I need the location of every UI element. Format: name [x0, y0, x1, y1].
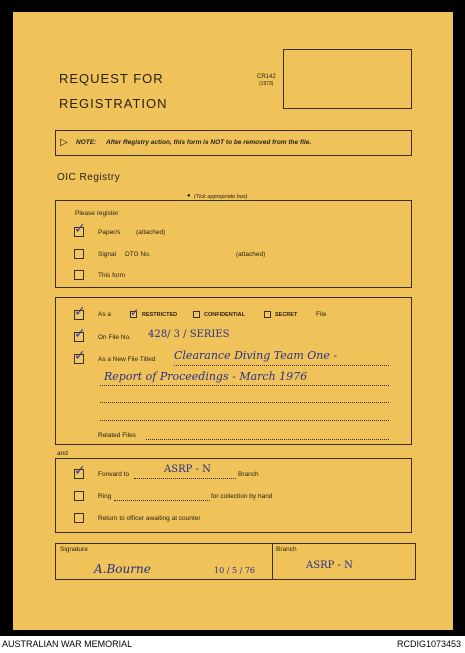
registry-stamp-box	[283, 49, 412, 109]
file-details-box	[55, 297, 412, 445]
form-sheet	[13, 12, 453, 630]
tick-mark-icon: ✓	[74, 304, 86, 320]
signal-label: Signal	[98, 251, 117, 258]
tick-mark-icon: ✓	[130, 306, 140, 319]
please-register-label: Please register	[75, 210, 119, 217]
bullet-icon: ●	[187, 193, 191, 199]
ring-line	[114, 500, 210, 501]
new-file-label: As a New File Titled	[98, 356, 156, 363]
signature-date: 10 / 5 / 76	[214, 566, 256, 575]
archive-footer	[0, 636, 465, 653]
file-label: File	[316, 311, 327, 318]
return-checkbox[interactable]	[74, 513, 84, 523]
tick-mark-icon: ✓	[74, 326, 86, 342]
tick-mark-icon: ✓	[74, 463, 86, 479]
confidential-label: CONFIDENTIAL	[204, 312, 245, 318]
secret-label: SECRET	[275, 312, 298, 318]
signal-attached-label: (attached)	[236, 251, 266, 258]
title-line-4	[100, 420, 389, 421]
form-title-line2: REGISTRATION	[59, 96, 168, 111]
related-files-line	[146, 439, 389, 440]
title-line-3	[100, 402, 389, 403]
tick-mark-icon: ✓	[74, 221, 86, 237]
note-text: After Registry action, this form is NOT to be removed from the file.	[106, 139, 312, 146]
title-line-1	[174, 365, 389, 366]
title-handwriting-line1: Clearance Diving Team One -	[174, 349, 338, 362]
office-name: OIC Registry	[57, 172, 121, 183]
ring-label: Ring	[98, 493, 112, 500]
note-label: NOTE:	[76, 139, 97, 146]
return-label: Return to officer awaiting at counter	[98, 515, 201, 522]
papers-label: Paper/s	[98, 229, 121, 236]
title-line-2	[100, 385, 389, 386]
form-title-line1: REQUEST FOR	[59, 71, 164, 86]
signal-checkbox[interactable]	[74, 249, 84, 259]
branch-label: Branch	[276, 546, 297, 553]
collection-label: for collection by hand	[211, 493, 273, 500]
arrow-right-icon: ▷	[60, 137, 68, 148]
as-a-label: As a	[98, 311, 112, 318]
and-label: and	[57, 450, 68, 457]
register-type-box	[55, 200, 412, 288]
forward-to-label: Forward to	[98, 471, 130, 478]
signature-box	[55, 543, 416, 580]
title-handwriting-line2: Report of Proceedings - March 1976	[104, 370, 308, 383]
form-code: CR142	[257, 74, 276, 80]
restricted-label: RESTRICTED	[142, 312, 178, 318]
secret-checkbox[interactable]	[264, 311, 271, 318]
forward-branch-label: Branch	[238, 471, 259, 478]
branch-handwriting: ASRP - N	[306, 560, 353, 571]
this-form-label: This form	[98, 272, 126, 279]
footer-left-text: AUSTRALIAN WAR MEMORIAL	[2, 639, 133, 649]
forward-value: ASRP - N	[164, 464, 211, 475]
confidential-checkbox[interactable]	[193, 311, 200, 318]
ring-checkbox[interactable]	[74, 491, 84, 501]
tick-hint: (Tick appropriate box)	[194, 194, 248, 200]
forward-line	[134, 478, 236, 479]
papers-attached-label: (attached)	[136, 229, 166, 236]
tick-mark-icon: ✓	[74, 348, 86, 364]
on-file-label: On File No.	[98, 334, 131, 341]
dtg-label: DTG No.	[125, 251, 151, 258]
signature-divider	[272, 544, 273, 579]
this-form-checkbox[interactable]	[74, 270, 84, 280]
action-box	[55, 458, 412, 533]
related-files-label: Related Files	[98, 432, 136, 439]
signature-handwriting: A.Bourne	[94, 562, 151, 576]
form-code-year: (1973)	[259, 81, 274, 87]
signature-label: Signature	[60, 546, 88, 553]
file-number-value: 428/ 3 / SERIES	[148, 329, 230, 340]
footer-right-text: RCDIG1073453	[396, 639, 461, 649]
note-box	[55, 130, 412, 156]
